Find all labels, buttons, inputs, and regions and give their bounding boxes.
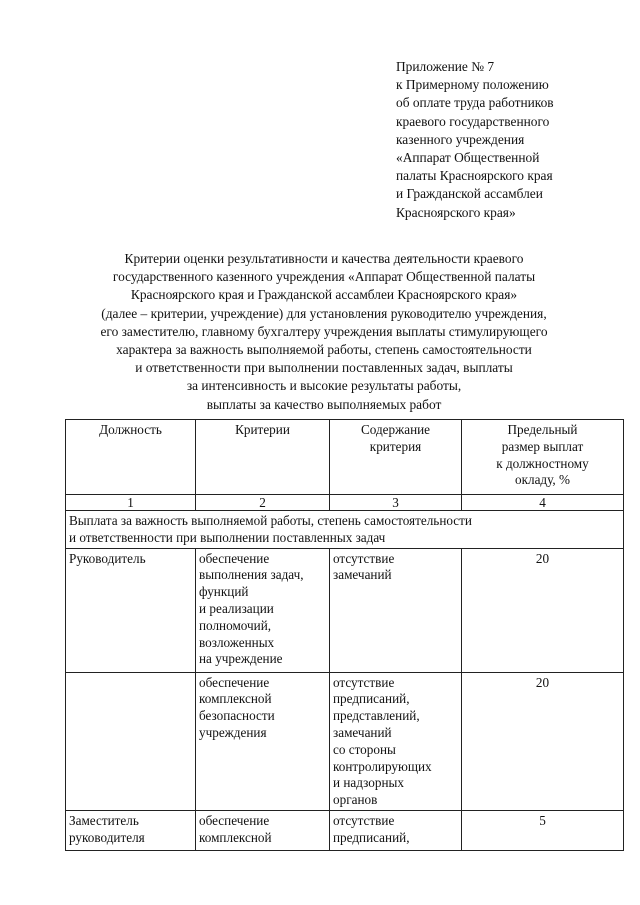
content-line: контролирующих xyxy=(333,758,432,774)
section-row xyxy=(66,511,624,549)
row-value xyxy=(462,548,624,672)
section-line: и ответственности при выполнении поставленных задач xyxy=(69,529,386,545)
row-position xyxy=(66,548,196,672)
row-criteria xyxy=(196,810,330,850)
title-line: Критерии оценки результативности и качества деятельности краевого xyxy=(124,251,524,266)
section-line: Выплата за важность выполняемой работы, степень самостоятельности xyxy=(69,513,472,528)
appendix-line: казенного учреждения xyxy=(396,131,525,147)
column-number: 4 xyxy=(462,495,624,511)
table-header-row xyxy=(66,420,624,495)
table-row xyxy=(66,672,624,810)
appendix-line: Красноярского края» xyxy=(396,204,516,220)
table-row xyxy=(66,810,624,850)
title-line: Красноярского края и Гражданской ассамблеи Красноярского края» xyxy=(130,287,518,303)
content-line: отсутствие xyxy=(333,550,395,566)
row-content xyxy=(330,548,462,672)
header-limit-line: окладу, % xyxy=(515,472,570,488)
criteria-line: безопасности xyxy=(199,708,275,724)
content-line: и надзорных xyxy=(333,775,404,791)
row-content xyxy=(330,672,462,810)
title-line: выплаты за качество выполняемых работ xyxy=(206,396,442,412)
header-position-label: Должность xyxy=(99,422,162,437)
appendix-line: и Гражданской ассамблеи xyxy=(396,186,543,202)
content-line: предписаний, xyxy=(333,691,410,707)
criteria-line: функций xyxy=(199,584,249,600)
row-criteria xyxy=(196,548,330,672)
column-number: 3 xyxy=(330,495,462,511)
appendix-line: к Примерному положению xyxy=(396,77,549,93)
row-value xyxy=(462,672,624,810)
title-line: (далее – критерии, учреждение) для установления руководителю учреждения, xyxy=(101,305,547,321)
title-line: государственного казенного учреждения «Аппарат Общественной палаты xyxy=(112,269,536,285)
content-line: замечаний xyxy=(333,724,392,740)
content-line: органов xyxy=(333,792,378,808)
title-line: за интенсивность и высокие результаты работы, xyxy=(186,378,462,394)
criteria-line: возложенных xyxy=(199,634,275,650)
appendix-line: краевого государственного xyxy=(396,113,550,129)
title-line: характера за важность выполняемой работы, степень самостоятельности xyxy=(116,342,532,358)
appendix-line: палаты Красноярского края xyxy=(396,168,553,184)
content-line: отсутствие xyxy=(333,674,395,690)
table-row xyxy=(66,548,624,672)
value-text: 20 xyxy=(535,550,550,566)
criteria-table xyxy=(65,419,624,851)
header-content-line: критерия xyxy=(369,438,422,454)
document-title xyxy=(40,250,608,414)
content-line: представлений, xyxy=(333,708,420,724)
appendix-line: Приложение № 7 xyxy=(396,59,495,74)
criteria-line: и реализации xyxy=(199,600,274,616)
header-criteria-label: Критерии xyxy=(235,422,290,437)
appendix-line: «Аппарат Общественной xyxy=(396,150,540,166)
header-limit-line: Предельный xyxy=(507,422,578,437)
criteria-line: выполнения задач, xyxy=(199,567,304,583)
row-position xyxy=(66,672,196,810)
header-limit xyxy=(462,420,624,495)
criteria-line: полномочий, xyxy=(199,617,272,633)
content-line: замечаний xyxy=(333,567,392,583)
criteria-line: на учреждение xyxy=(199,651,283,667)
row-criteria xyxy=(196,672,330,810)
criteria-line: комплексной xyxy=(199,691,272,707)
value-text: 20 xyxy=(535,674,550,690)
criteria-line: учреждения xyxy=(199,724,267,740)
content-line: отсутствие xyxy=(333,812,395,828)
header-criteria xyxy=(196,420,330,495)
appendix-block xyxy=(396,58,626,222)
criteria-line: обеспечение xyxy=(199,674,270,690)
row-value xyxy=(462,810,624,850)
value-text: 5 xyxy=(539,812,546,828)
criteria-line: обеспечение xyxy=(199,550,270,566)
row-position xyxy=(66,810,196,850)
row-content xyxy=(330,810,462,850)
title-line: и ответственности при выполнении поставленных задач, выплаты xyxy=(135,360,513,376)
position-line: руководителя xyxy=(69,829,145,845)
column-number-row xyxy=(66,495,624,511)
criteria-line: комплексной xyxy=(199,829,272,845)
appendix-line: об оплате труда работников xyxy=(396,95,554,111)
content-line: со стороны xyxy=(333,741,396,757)
header-limit-line: к должностному xyxy=(496,455,589,471)
header-limit-line: размер выплат xyxy=(501,438,584,454)
column-number: 2 xyxy=(196,495,330,511)
header-content xyxy=(330,420,462,495)
position-line: Заместитель xyxy=(69,812,139,828)
header-position xyxy=(66,420,196,495)
column-number: 1 xyxy=(66,495,196,511)
section-heading xyxy=(66,511,624,549)
title-line: его заместителю, главному бухгалтеру учреждения выплаты стимулирующего xyxy=(100,323,548,339)
content-line: предписаний, xyxy=(333,829,410,845)
criteria-line: обеспечение xyxy=(199,812,270,828)
position-line: Руководитель xyxy=(69,550,146,566)
header-content-line: Содержание xyxy=(360,422,431,437)
